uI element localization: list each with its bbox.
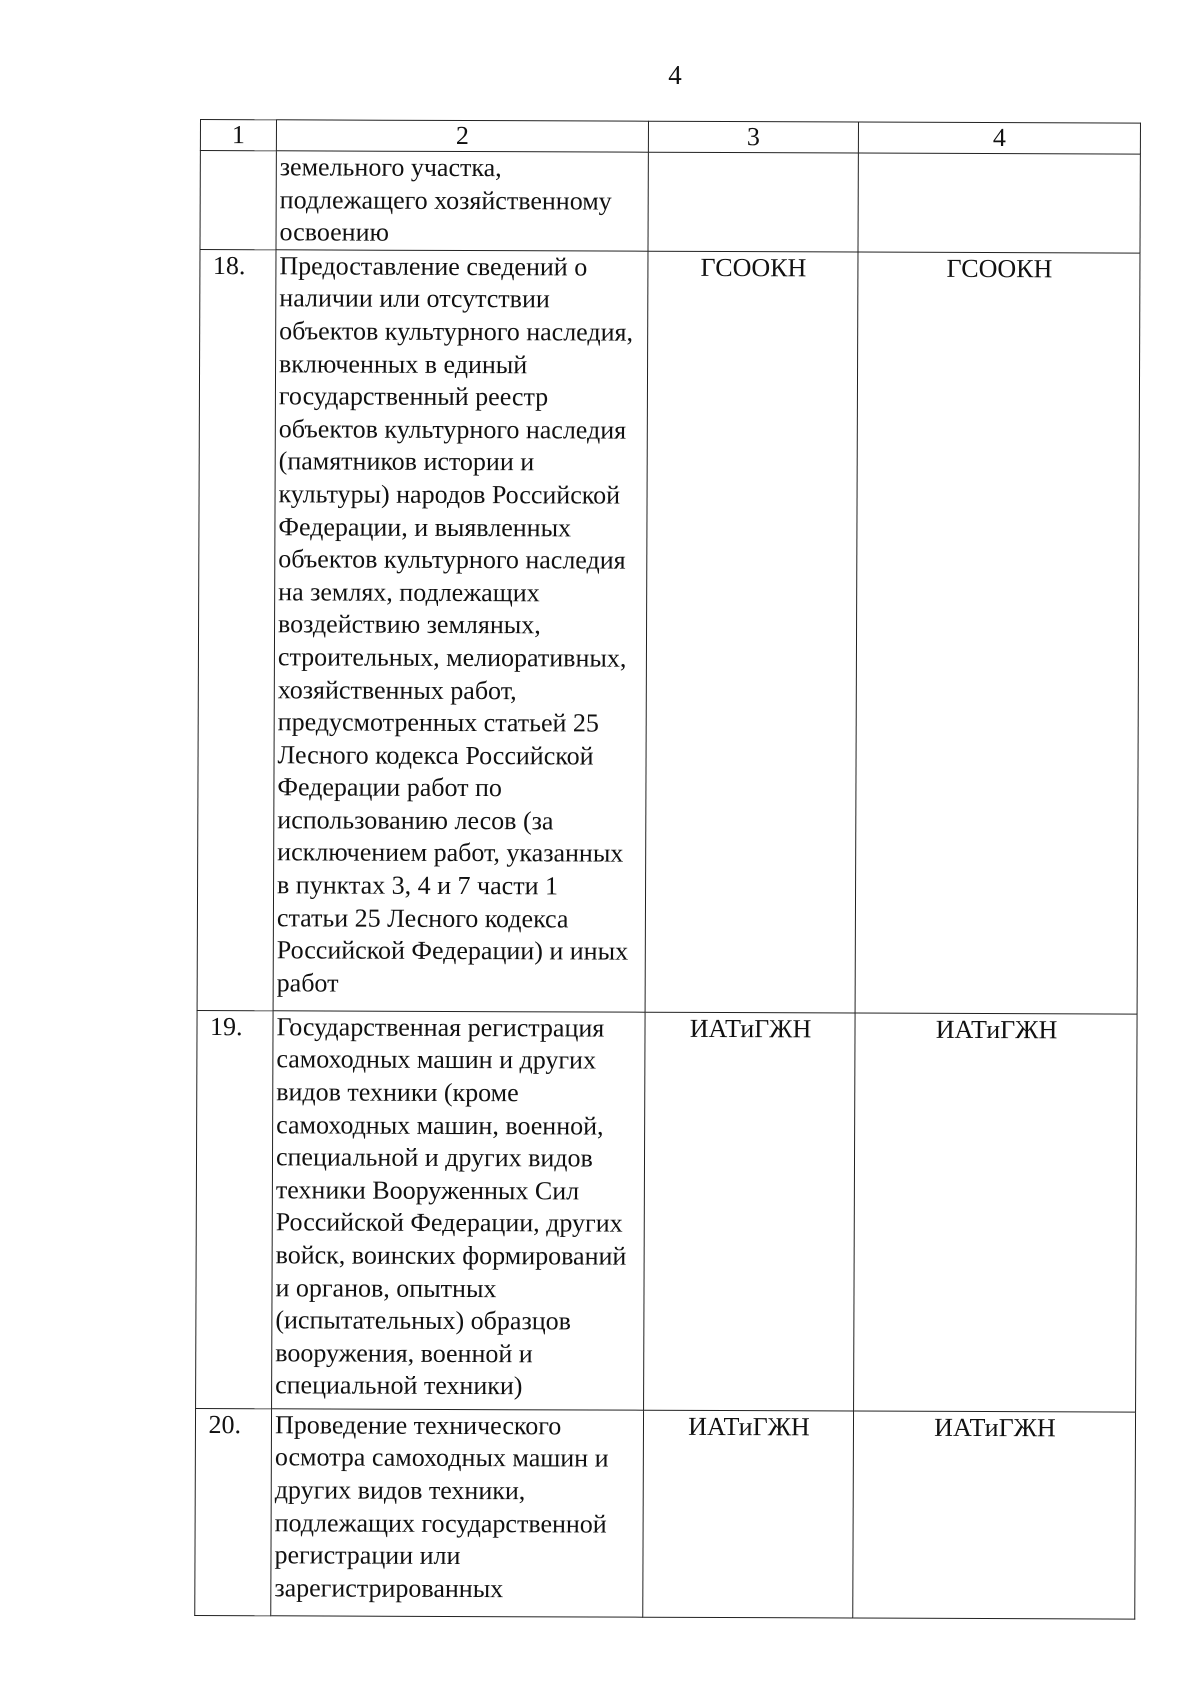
authority-code: ИАТиГЖН bbox=[643, 1410, 854, 1618]
authority-code: ИАТиГЖН bbox=[853, 1411, 1136, 1619]
service-description: земельного участка, подлежащего хозяйственному освоению bbox=[276, 151, 648, 251]
authority-code: ГСООКН bbox=[855, 252, 1140, 1014]
column-header: 1 bbox=[200, 120, 276, 151]
row-number bbox=[200, 151, 276, 250]
column-header: 2 bbox=[276, 120, 648, 152]
column-header: 4 bbox=[858, 122, 1140, 154]
page-number: 4 bbox=[668, 60, 682, 90]
authority-code: ГСООКН bbox=[645, 251, 858, 1013]
row-number: 20. bbox=[195, 1408, 272, 1615]
authority-code bbox=[858, 153, 1140, 253]
row-number: 19. bbox=[196, 1010, 274, 1408]
table-row bbox=[195, 1408, 1136, 1619]
authority-code: ИАТиГЖН bbox=[644, 1012, 856, 1411]
services-table bbox=[194, 119, 1141, 1619]
table-row bbox=[196, 1010, 1138, 1412]
service-description: Государственная регистрация самоходных машин и других видов техники (кроме самоходных машин, военной, специальной и других видов техники Вооруженных Сил Российской Федерации, других войск, воинских формирований и органов, опытных (испытательных) образцов вооружения, военной и специальной техники) bbox=[272, 1011, 646, 1410]
column-header: 3 bbox=[648, 121, 858, 153]
row-number: 18. bbox=[197, 249, 276, 1010]
service-description: Предоставление сведений о наличии или отсутствии объектов культурного наследия, включенных в единый государственный реестр объектов культурного наследия (памятников истории и культуры) народов Российской Федерации, и выявленных объектов культурного наследия на землях, подлежащих воздействию земляных, строительных, мелиоративных, хозяйственных работ, предусмотренных статьей 25 Лесного кодекса Российской Федерации работ по использованию лесов (за исключением работ, указанных в пунктах 3, 4 и 7 части 1 статьи 25 Лесного кодекса Российской Федерации) и иных работ bbox=[273, 250, 648, 1012]
authority-code bbox=[648, 152, 858, 252]
authority-code: ИАТиГЖН bbox=[854, 1013, 1138, 1412]
table-row bbox=[197, 249, 1140, 1014]
table-header-row bbox=[200, 120, 1140, 155]
service-description: Проведение технического осмотра самоходных машин и других видов техники, подлежащих государственной регистрации или зарегистрированных bbox=[271, 1409, 644, 1617]
table-row bbox=[200, 151, 1140, 253]
